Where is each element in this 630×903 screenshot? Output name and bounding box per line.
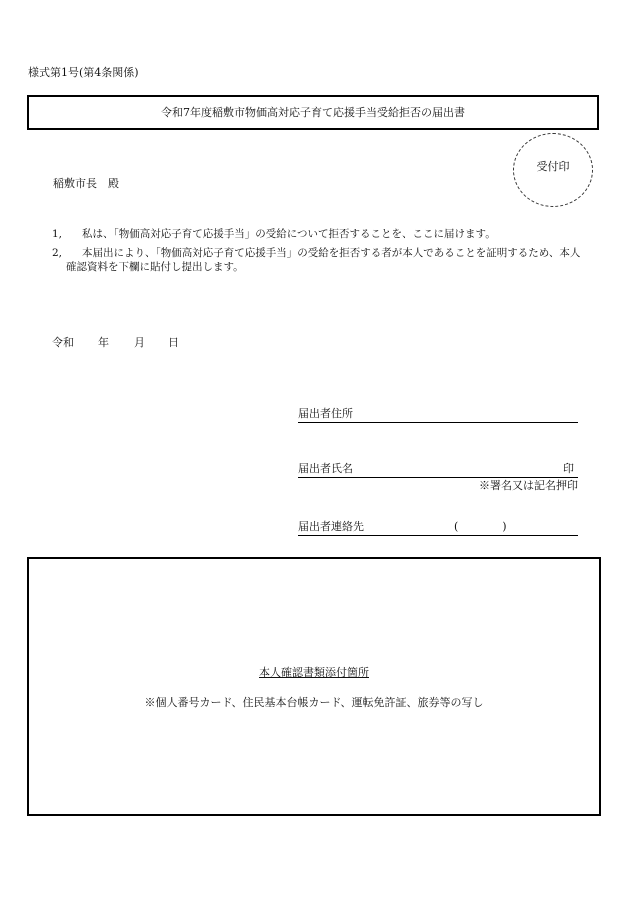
date-year: 年 [98, 336, 109, 349]
applicant-address-field[interactable] [298, 407, 578, 423]
paragraph-1-number: 1, [52, 228, 63, 240]
id-attachment-note: ※個人番号カード、住民基本台帳カード、運転免許証、旅券等の写し [144, 696, 484, 709]
date-line [52, 334, 179, 350]
applicant-address-label: 届出者住所 [298, 407, 353, 420]
contact-parentheses: ( ) [454, 520, 507, 533]
form-number: 様式第1号(第4条関係) [28, 66, 139, 79]
seal-note: ※署名又は記名押印 [479, 479, 578, 492]
date-day: 日 [168, 336, 179, 349]
applicant-name-field[interactable] [298, 462, 578, 478]
applicant-contact-label: 届出者連絡先 [298, 520, 364, 533]
date-month: 月 [134, 336, 145, 349]
reception-stamp-area [513, 133, 593, 207]
id-document-attachment-box [27, 557, 601, 816]
paragraph-1-text: 私は、「物価高対応子育て応援手当」の受給について拒否することを、ここに届けます。 [82, 228, 496, 240]
paragraph-2-number: 2, [52, 247, 63, 259]
applicant-name-label: 届出者氏名 [298, 462, 353, 475]
id-attachment-title-wrap [29, 666, 599, 680]
applicant-contact-field[interactable] [298, 520, 578, 536]
seal-mark: 印 [563, 462, 574, 475]
document-title: 令和7年度稲敷市物価高対応子育て応援手当受給拒否の届出書 [161, 105, 465, 119]
reception-stamp-label: 受付印 [536, 160, 570, 173]
paragraph-2-text: 本届出により、「物価高対応子育て応援手当」の受給を拒否する者が本人であることを証明するため、本人確認資料を下欄に貼付し提出します。 [66, 247, 581, 273]
date-era: 令和 [52, 336, 74, 349]
document-title-box [27, 95, 599, 130]
addressee: 稲敷市長 殿 [53, 177, 119, 190]
id-attachment-title: 本人確認書類添付箇所 [259, 666, 369, 679]
